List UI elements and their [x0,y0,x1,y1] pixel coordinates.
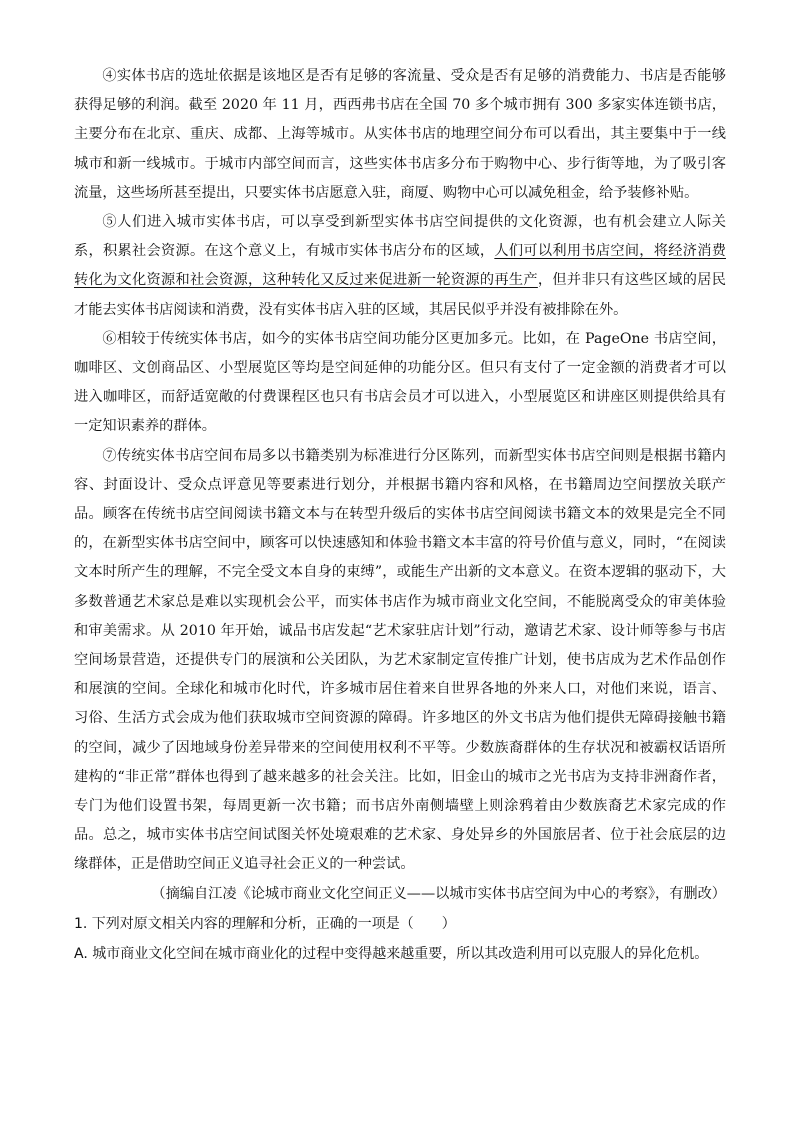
paragraph-5-underlined: 人们可以利用书店空间，将经济消费转化为文化资源和社会资源，这种转化又反过来促进新一轮资源的再生产 [74,243,726,289]
paragraph-6: ⑥相较于传统实体书店，如今的实体书店空间功能分区更加多元。比如，在 PageOne 书店空间，咖啡区、文创商品区、小型展览区等均是空间延伸的功能分区。但只有支付了一定金额的消费者才可以进入咖啡区，而舒适宽敞的付费课程区也只有书店会员才可以进入，小型展览区和讲座区则提供给具有一定知识素养的群体。 [74,330,726,435]
article-page [74,62,726,969]
paragraph-5 [74,208,726,325]
paragraph-4: ④实体书店的选址依据是该地区是否有足够的客流量、受众是否有足够的消费能力、书店是否能够获得足够的利润。截至 2020 年 11 月，西西弗书店在全国 70 多个城市拥有 300 多家实体连锁书店，主要分布在北京、重庆、成都、上海等城市。从实体书店的地理空间分布可以看出，其主要集中于一线城市和新一线城市。于城市内部空间而言，这些实体书店多分布于购物中心、步行街等地，为了吸引客流量，这些场所甚至提出，只要实体书店愿意入驻，商厦、购物中心可以减免租金，给予装修补贴。 [74,68,726,201]
paragraph-7: ⑦传统实体书店空间布局多以书籍类别为标准进行分区陈列，而新型实体书店空间则是根据书籍内容、封面设计、受众点评意见等要素进行划分，并根据书籍内容和风格，在书籍周边空间摆放关联产品。顾客在传统书店空间阅读书籍文本与在转型升级后的实体书店空间阅读书籍文本的效果是完全不同的，在新型实体书店空间中，顾客可以快速感知和体验书籍文本丰富的符号价值与意义，同时，“在阅读文本时所产生的理解，不完全受文本自身的束缚”，或能生产出新的文本意义。在资本逻辑的驱动下，大多数普通艺术家总是难以实现机会公平，而实体书店作为城市商业文化空间，不能脱离受众的审美体验和审美需求。从 2010 年开始，诚品书店发起“艺术家驻店计划”行动，邀请艺术家、设计师等参与书店空间场景营造，还提供专门的展演和公关团队，为艺术家制定宣传推广计划，使书店成为艺术作品创作和展演的空间。全球化和城市化时代，许多城市居住着来自世界各地的外来人口，对他们来说，语言、习俗、生活方式会成为他们获取城市空间资源的障碍。许多地区的外文书店为他们提供无障碍接触书籍的空间，减少了因地域身份差异带来的空间使用权利不平等。少数族裔群体的生存状况和被霸权话语所建构的“非正常”群体也得到了越来越多的社会关注。比如，旧金山的城市之光书店为支持非洲裔作者，专门为他们设置书架，每周更新一次书籍；而书店外南侧墙壁上则涂鸦着由少数族裔艺术家完成的作品。总之，城市实体书店空间试图关怀处境艰难的艺术家、身处异乡的外国旅居者、位于社会底层的边缘群体，正是借助空间正义追寻社会正义的一种尝试。 [74,447,726,873]
question-option-a: A. 城市商业文化空间在城市商业化的过程中变得越来越重要，所以其改造利用可以克服人的异化危机。 [74,945,709,962]
question-stem: 1. 下列对原文相关内容的理解和分析，正确的一项是（ ） [74,915,456,932]
paragraph-5-lead: ⑤人们进入城市实体书店，可以享受到新型实体书店空间提供的文化资源，也有机会建立人际关系，积累社会资源。在这个意义上，有城市实体书店分布的区域， [74,214,726,260]
source-citation: （摘编自江凌《论城市商业文化空间正义——以城市实体书店空间为中心的考察》，有删改） [151,885,726,902]
paragraph-5-tail: ，但并非只有这些区域的居民才能去实体书店阅读和消费，没有实体书店入驻的区域，其居民似乎并没有被排除在外。 [74,272,726,318]
